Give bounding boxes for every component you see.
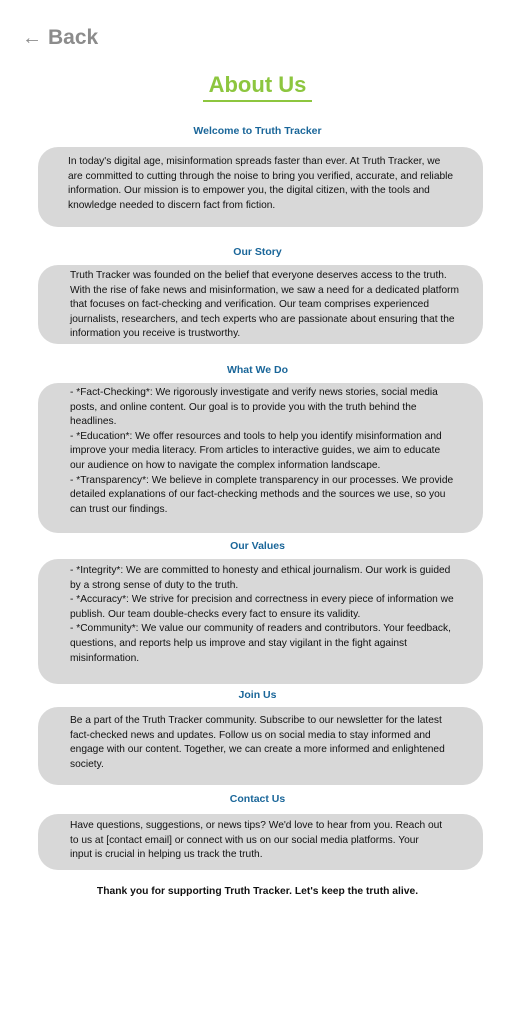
back-button[interactable] (22, 26, 98, 50)
section-paragraph: - *Fact-Checking*: We rigorously investigate and verify news stories, social media posts, and online content. Our goal is to provide you with the truth behind the headlines. (70, 387, 438, 428)
footer-text: Thank you for supporting Truth Tracker. Let's keep the truth alive. (96, 886, 419, 897)
section-card-our-values (38, 559, 483, 684)
section-paragraph: Have questions, suggestions, or news tips? We'd love to hear from you. Reach out to us at [contact email] or connect with us on our social media platforms. Your input is crucial in helping us track the truth. (70, 820, 443, 861)
section-card-what-we-do (38, 383, 483, 533)
section-title-our-story: Our Story (233, 246, 282, 258)
section-paragraph: - *Integrity*: We are committed to honesty and ethical journalism. Our work is guided by a strong sense of duty to the truth. (70, 565, 451, 591)
section-paragraph: - *Transparency*: We believe in complete transparency in our processes. We provide detailed explanations of our fact-checking methods and the sources we use, so you can trust our findings. (70, 474, 454, 515)
section-title-join-us: Join Us (238, 689, 277, 701)
page-title-wrap (0, 72, 515, 102)
section-paragraph: Be a part of the Truth Tracker community. Subscribe to our newsletter for the latest fact-checked news and updates. Follow us on social media to stay informed and engage with our content. Together, we can create a more informed and enlightened society. (70, 715, 445, 770)
section-card-contact-us (38, 814, 483, 870)
section-paragraph: - *Accuracy*: We strive for precision and correctness in every piece of information we publish. Our team double-checks every fact to ensure its validity. (70, 594, 454, 620)
section-title-what-we-do: What We Do (226, 364, 289, 376)
section-title-welcome: Welcome to Truth Tracker (193, 125, 322, 137)
section-title-our-values: Our Values (230, 540, 285, 552)
page-title: About Us (203, 72, 313, 102)
section-paragraph: - *Education*: We offer resources and tools to help you identify misinformation and improve your media literacy. From articles to interactive guides, we aim to educate our audience on how to navigate the complex information landscape. (70, 430, 442, 471)
section-card-our-story (38, 265, 483, 344)
section-paragraph: In today's digital age, misinformation spreads faster than ever. At Truth Tracker, we are committed to cutting through the noise to bring you verified, accurate, and reliable information. Our mission is to empower you, the digital citizen, with the tools and knowledge needed to discern fact from fiction. (68, 156, 454, 211)
section-paragraph: Truth Tracker was founded on the belief that everyone deserves access to the truth. With the rise of fake news and misinformation, we saw a need for a dedicated platform that focuses on fact-checking and verification. Our team comprises experienced journalists, researchers, and tech experts who are passionate about ensuring that the information you receive is trustworthy. (70, 270, 460, 340)
section-title-contact-us: Contact Us (229, 793, 286, 805)
arrow-left-icon: ← (22, 27, 42, 49)
section-card-welcome (38, 147, 483, 227)
back-label: Back (48, 26, 99, 49)
section-paragraph: - *Community*: We value our community of readers and contributors. Your feedback, questions, and reports help us improve and stay vigilant in the fight against misinformation. (70, 623, 451, 664)
section-card-join-us (38, 707, 483, 785)
